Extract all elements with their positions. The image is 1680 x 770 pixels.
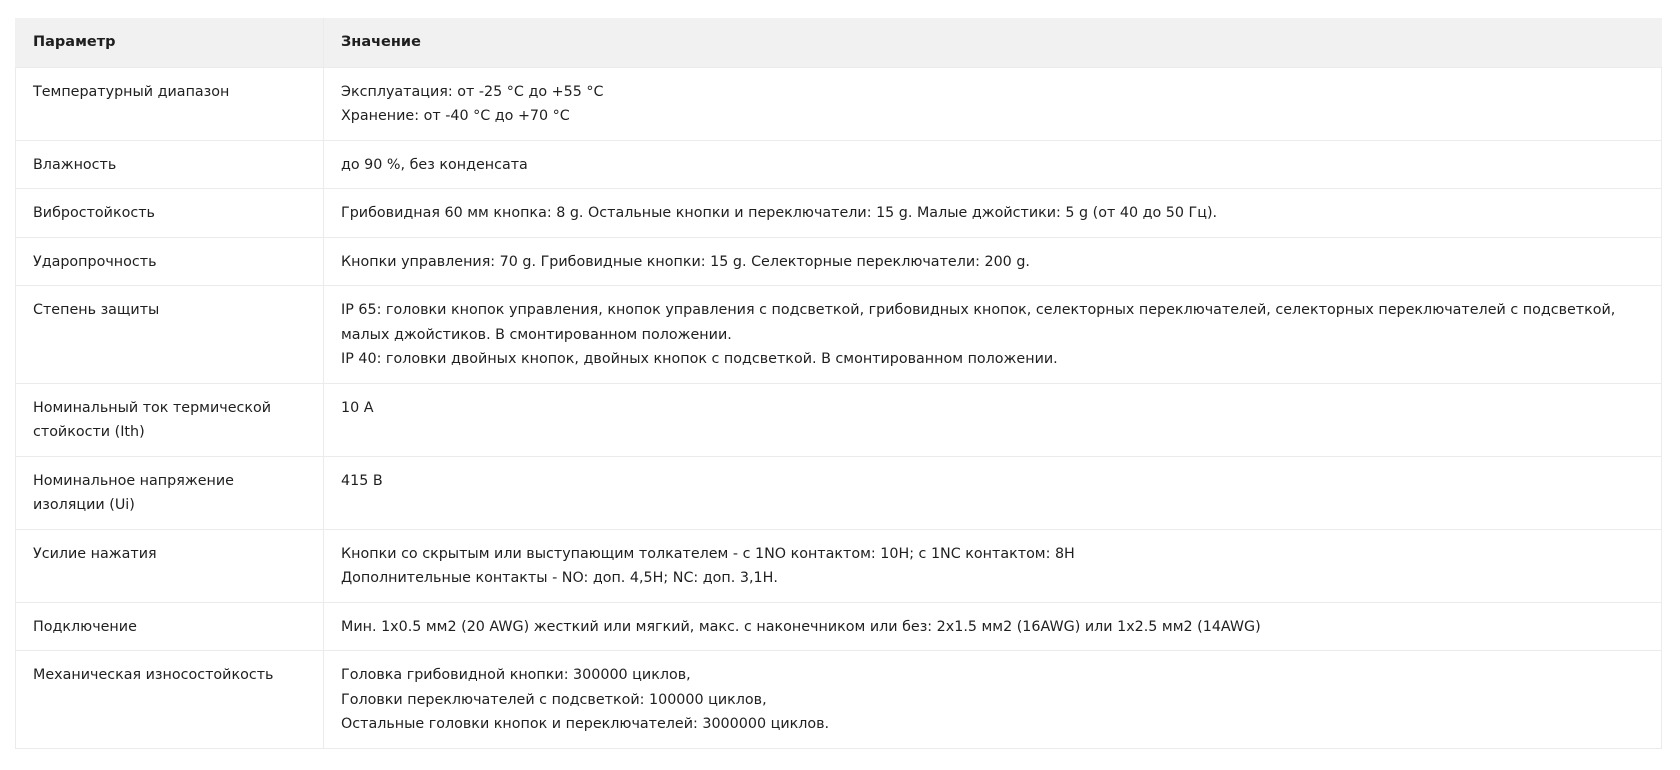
param-cell: Температурный диапазон (16, 67, 324, 140)
param-cell: Подключение (16, 602, 324, 651)
value-line: Хранение: от -40 °С до +70 °С (341, 108, 570, 124)
table-row (16, 383, 1662, 456)
table-header (16, 18, 1662, 67)
value-cell (324, 456, 1662, 529)
param-cell: Механическая износостойкость (16, 651, 324, 749)
param-cell: Номинальное напряжение изоляции (Ui) (16, 456, 324, 529)
param-cell: Степень защиты (16, 286, 324, 384)
param-cell: Вибростойкость (16, 189, 324, 238)
header-row (16, 18, 1662, 67)
value-line: Головка грибовидной кнопки: 300000 циклов, (341, 667, 691, 683)
value-cell (324, 286, 1662, 384)
specifications-table (15, 18, 1662, 749)
value-cell (324, 67, 1662, 140)
table-row (16, 456, 1662, 529)
value-line: Кнопки управления: 70 g. Грибовидные кнопки: 15 g. Селекторные переключатели: 200 g. (341, 253, 1030, 270)
value-cell (324, 529, 1662, 602)
value-cell (324, 189, 1662, 238)
table-row (16, 529, 1662, 602)
value-cell (324, 383, 1662, 456)
value-cell (324, 651, 1662, 749)
table-row (16, 140, 1662, 189)
table-row (16, 286, 1662, 384)
table-row (16, 651, 1662, 749)
value-line: Головки переключателей с подсветкой: 100000 циклов, (341, 691, 767, 708)
value-line: до 90 %, без конденсата (341, 156, 528, 173)
table-body (16, 67, 1662, 748)
value-cell (324, 237, 1662, 286)
value-line: Остальные головки кнопок и переключателей: 3000000 циклов. (341, 716, 830, 732)
table-row (16, 237, 1662, 286)
value-line: 10 А (341, 399, 374, 416)
table-row (16, 189, 1662, 238)
header-value: Значение (324, 18, 1662, 67)
value-line: Дополнительные контакты - NO: доп. 4,5Н; NC: доп. 3,1Н. (341, 570, 778, 586)
table-row (16, 67, 1662, 140)
value-line: Кнопки со скрытым или выступающим толкателем - с 1NO контактом: 10Н; с 1NC контактом: 8Н (341, 545, 1075, 562)
value-line: IP 40: головки двойных кнопок, двойных кнопок с подсветкой. В смонтированном положении. (341, 351, 1058, 367)
value-line: Грибовидная 60 мм кнопка: 8 g. Остальные кнопки и переключатели: 15 g. Малые джойстики: 5 g (от 40 до 50 Гц). (341, 205, 1218, 221)
param-cell: Усилие нажатия (16, 529, 324, 602)
header-parameter: Параметр (16, 18, 324, 67)
value-cell (324, 140, 1662, 189)
spec-table-container (15, 18, 1662, 749)
param-cell: Влажность (16, 140, 324, 189)
value-line: Мин. 1х0.5 мм2 (20 AWG) жесткий или мягкий, макс. с наконечником или без: 2х1.5 мм2 (16AWG) или 1х2.5 мм2 (14AWG) (341, 618, 1261, 635)
value-line: IP 65: головки кнопок управления, кнопок управления с подсветкой, грибовидных кнопок, селекторных переключателей, селекторных переключателей с подсветкой, малых джойстиков. В смонтированном положении. (341, 302, 1616, 343)
value-line: Эксплуатация: от -25 °С до +55 °С (341, 83, 604, 100)
param-cell: Ударопрочность (16, 237, 324, 286)
param-cell: Номинальный ток термической стойкости (Ith) (16, 383, 324, 456)
value-line: 415 В (341, 472, 383, 489)
value-cell (324, 602, 1662, 651)
table-row (16, 602, 1662, 651)
